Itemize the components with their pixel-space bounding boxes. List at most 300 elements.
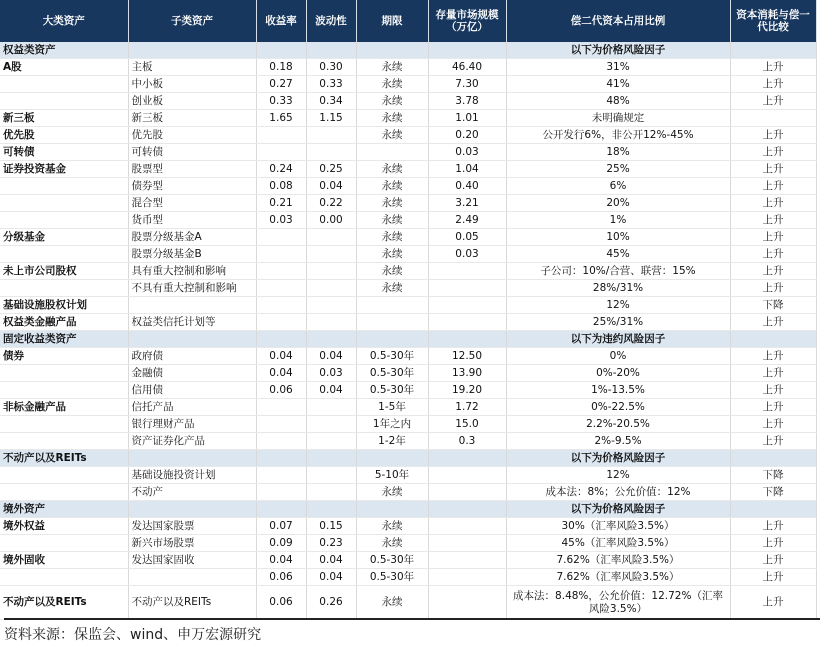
term-cell <box>356 314 428 331</box>
comparison-cell: 上升 <box>730 212 816 229</box>
table-row <box>0 263 816 280</box>
market-size-cell: 2.49 <box>428 212 506 229</box>
sub-asset-cell: 信托产品 <box>128 399 256 416</box>
major-asset-cell: 境外固收 <box>0 552 128 569</box>
term-cell <box>356 331 428 348</box>
volatility-cell <box>306 280 356 297</box>
comparison-cell: 上升 <box>730 263 816 280</box>
volatility-cell <box>306 467 356 484</box>
table-row <box>0 127 816 144</box>
yield-cell <box>256 331 306 348</box>
volatility-cell: 0.33 <box>306 76 356 93</box>
sub-asset-cell <box>128 297 256 314</box>
term-cell <box>356 501 428 518</box>
capital-ratio-cell: 以下为违约风险因子 <box>506 331 730 348</box>
yield-cell <box>256 467 306 484</box>
market-size-cell <box>428 484 506 501</box>
term-cell: 0.5-30年 <box>356 569 428 586</box>
comparison-cell: 上升 <box>730 246 816 263</box>
sub-asset-cell: 债券型 <box>128 178 256 195</box>
sub-asset-cell: 发达国家固收 <box>128 552 256 569</box>
capital-ratio-cell: 成本法：8.48%，公允价值：12.72%（汇率风险3.5%） <box>506 586 730 620</box>
yield-cell: 0.27 <box>256 76 306 93</box>
sub-asset-cell: 基础设施投资计划 <box>128 467 256 484</box>
volatility-cell: 0.23 <box>306 535 356 552</box>
yield-cell <box>256 314 306 331</box>
volatility-cell <box>306 433 356 450</box>
volatility-cell: 0.04 <box>306 348 356 365</box>
header-sub-asset-col: 子类资产 <box>128 0 256 42</box>
table-row <box>0 212 816 229</box>
table-row <box>0 535 816 552</box>
market-size-cell: 0.40 <box>428 178 506 195</box>
yield-cell: 0.08 <box>256 178 306 195</box>
yield-cell: 0.06 <box>256 382 306 399</box>
yield-cell <box>256 399 306 416</box>
capital-ratio-cell: 2.2%-20.5% <box>506 416 730 433</box>
major-asset-cell <box>0 433 128 450</box>
yield-cell <box>256 246 306 263</box>
volatility-cell <box>306 450 356 467</box>
sub-asset-cell: 银行理财产品 <box>128 416 256 433</box>
market-size-cell: 46.40 <box>428 59 506 76</box>
table-row <box>0 586 816 620</box>
header-comparison-col: 资本消耗与偿一代比较 <box>730 0 816 42</box>
capital-ratio-cell: 12% <box>506 297 730 314</box>
comparison-cell: 上升 <box>730 76 816 93</box>
sub-asset-cell <box>128 501 256 518</box>
capital-ratio-cell: 子公司：10%/合营、联营：15% <box>506 263 730 280</box>
market-size-cell <box>428 331 506 348</box>
table-row <box>0 314 816 331</box>
capital-ratio-cell: 31% <box>506 59 730 76</box>
market-size-cell: 7.30 <box>428 76 506 93</box>
comparison-cell: 上升 <box>730 586 816 620</box>
capital-ratio-cell: 20% <box>506 195 730 212</box>
volatility-cell: 0.22 <box>306 195 356 212</box>
sub-asset-cell: 不具有重大控制和影响 <box>128 280 256 297</box>
table-row <box>0 110 816 127</box>
major-asset-cell: 权益类金融产品 <box>0 314 128 331</box>
section-row <box>0 450 816 467</box>
capital-ratio-cell: 1%-13.5% <box>506 382 730 399</box>
volatility-cell <box>306 484 356 501</box>
capital-ratio-cell: 25%/31% <box>506 314 730 331</box>
comparison-cell: 上升 <box>730 348 816 365</box>
header-yield-col: 收益率 <box>256 0 306 42</box>
sub-asset-cell: 股票型 <box>128 161 256 178</box>
volatility-cell <box>306 416 356 433</box>
yield-cell: 0.04 <box>256 365 306 382</box>
major-asset-cell: 不动产以及REITs <box>0 586 128 620</box>
capital-ratio-cell: 7.62%（汇率风险3.5%） <box>506 552 730 569</box>
market-size-cell: 0.03 <box>428 246 506 263</box>
term-cell: 永续 <box>356 246 428 263</box>
yield-cell <box>256 263 306 280</box>
capital-ratio-cell: 10% <box>506 229 730 246</box>
comparison-cell: 上升 <box>730 144 816 161</box>
comparison-cell: 上升 <box>730 569 816 586</box>
yield-cell: 0.04 <box>256 348 306 365</box>
market-size-cell <box>428 450 506 467</box>
comparison-cell <box>730 450 816 467</box>
capital-ratio-cell: 25% <box>506 161 730 178</box>
volatility-cell: 0.30 <box>306 59 356 76</box>
market-size-cell: 15.0 <box>428 416 506 433</box>
major-asset-cell <box>0 365 128 382</box>
comparison-cell <box>730 110 816 127</box>
term-cell: 1年之内 <box>356 416 428 433</box>
major-asset-cell: 境外权益 <box>0 518 128 535</box>
comparison-cell: 上升 <box>730 127 816 144</box>
major-asset-cell: 固定收益类资产 <box>0 331 128 348</box>
sub-asset-cell: 新三板 <box>128 110 256 127</box>
volatility-cell: 0.04 <box>306 552 356 569</box>
table-row <box>0 178 816 195</box>
comparison-cell <box>730 42 816 59</box>
term-cell: 0.5-30年 <box>356 365 428 382</box>
volatility-cell <box>306 144 356 161</box>
term-cell: 1-5年 <box>356 399 428 416</box>
market-size-cell: 0.20 <box>428 127 506 144</box>
capital-ratio-cell: 2%-9.5% <box>506 433 730 450</box>
sub-asset-cell <box>128 569 256 586</box>
table-row <box>0 144 816 161</box>
comparison-cell: 上升 <box>730 552 816 569</box>
major-asset-cell <box>0 195 128 212</box>
comparison-cell: 上升 <box>730 178 816 195</box>
market-size-cell <box>428 280 506 297</box>
term-cell <box>356 450 428 467</box>
market-size-cell <box>428 535 506 552</box>
major-asset-cell: A股 <box>0 59 128 76</box>
capital-ratio-cell: 0%-22.5% <box>506 399 730 416</box>
term-cell: 永续 <box>356 93 428 110</box>
term-cell: 永续 <box>356 263 428 280</box>
volatility-cell <box>306 42 356 59</box>
capital-ratio-cell: 41% <box>506 76 730 93</box>
table-row <box>0 229 816 246</box>
table-row <box>0 518 816 535</box>
major-asset-cell <box>0 246 128 263</box>
sub-asset-cell: 发达国家股票 <box>128 518 256 535</box>
comparison-cell: 上升 <box>730 229 816 246</box>
table-row <box>0 484 816 501</box>
market-size-cell: 0.05 <box>428 229 506 246</box>
market-size-cell: 1.72 <box>428 399 506 416</box>
comparison-cell: 上升 <box>730 365 816 382</box>
header-volatility-col: 波动性 <box>306 0 356 42</box>
table-row <box>0 399 816 416</box>
capital-ratio-cell: 0%-20% <box>506 365 730 382</box>
major-asset-cell: 不动产以及REITs <box>0 450 128 467</box>
sub-asset-cell: 信用债 <box>128 382 256 399</box>
volatility-cell: 0.03 <box>306 365 356 382</box>
comparison-cell: 上升 <box>730 161 816 178</box>
yield-cell: 0.03 <box>256 212 306 229</box>
yield-cell <box>256 484 306 501</box>
sub-asset-cell: 权益类信托计划等 <box>128 314 256 331</box>
major-asset-cell <box>0 76 128 93</box>
yield-cell <box>256 42 306 59</box>
market-size-cell: 0.03 <box>428 144 506 161</box>
volatility-cell: 0.34 <box>306 93 356 110</box>
comparison-cell: 上升 <box>730 280 816 297</box>
volatility-cell: 1.15 <box>306 110 356 127</box>
header-capital-ratio-col: 偿二代资本占用比例 <box>506 0 730 42</box>
comparison-cell: 下降 <box>730 297 816 314</box>
market-size-cell: 3.78 <box>428 93 506 110</box>
table-row <box>0 297 816 314</box>
comparison-cell: 下降 <box>730 467 816 484</box>
volatility-cell: 0.04 <box>306 569 356 586</box>
table-row <box>0 382 816 399</box>
comparison-cell: 上升 <box>730 399 816 416</box>
sub-asset-cell: 创业板 <box>128 93 256 110</box>
comparison-cell <box>730 501 816 518</box>
comparison-cell: 下降 <box>730 484 816 501</box>
market-size-cell: 0.3 <box>428 433 506 450</box>
table-body <box>0 42 816 620</box>
table-row <box>0 161 816 178</box>
yield-cell: 0.24 <box>256 161 306 178</box>
header-major-asset-col: 大类资产 <box>0 0 128 42</box>
capital-ratio-cell: 成本法：8%；公允价值：12% <box>506 484 730 501</box>
term-cell: 永续 <box>356 195 428 212</box>
volatility-cell <box>306 127 356 144</box>
capital-ratio-cell: 以下为价格风险因子 <box>506 501 730 518</box>
comparison-cell: 上升 <box>730 535 816 552</box>
yield-cell: 0.06 <box>256 569 306 586</box>
major-asset-cell <box>0 93 128 110</box>
section-row <box>0 501 816 518</box>
market-size-cell <box>428 263 506 280</box>
yield-cell: 0.04 <box>256 552 306 569</box>
sub-asset-cell: 资产证券化产品 <box>128 433 256 450</box>
volatility-cell: 0.04 <box>306 382 356 399</box>
major-asset-cell: 权益类资产 <box>0 42 128 59</box>
yield-cell <box>256 229 306 246</box>
table-row <box>0 76 816 93</box>
capital-ratio-cell: 30%（汇率风险3.5%） <box>506 518 730 535</box>
table-row <box>0 246 816 263</box>
market-size-cell <box>428 569 506 586</box>
yield-cell <box>256 501 306 518</box>
yield-cell <box>256 144 306 161</box>
sub-asset-cell <box>128 331 256 348</box>
capital-ratio-cell: 公开发行6%，非公开12%-45% <box>506 127 730 144</box>
term-cell: 永续 <box>356 229 428 246</box>
comparison-cell: 上升 <box>730 195 816 212</box>
header-term-col: 期限 <box>356 0 428 42</box>
volatility-cell <box>306 297 356 314</box>
sub-asset-cell: 政府债 <box>128 348 256 365</box>
term-cell: 1-2年 <box>356 433 428 450</box>
volatility-cell <box>306 399 356 416</box>
sub-asset-cell: 货币型 <box>128 212 256 229</box>
major-asset-cell: 债券 <box>0 348 128 365</box>
major-asset-cell <box>0 467 128 484</box>
table-row <box>0 569 816 586</box>
market-size-cell <box>428 501 506 518</box>
market-size-cell <box>428 314 506 331</box>
table-row <box>0 467 816 484</box>
yield-cell <box>256 127 306 144</box>
term-cell: 5-10年 <box>356 467 428 484</box>
major-asset-cell: 非标金融产品 <box>0 399 128 416</box>
sub-asset-cell: 主板 <box>128 59 256 76</box>
major-asset-cell: 分级基金 <box>0 229 128 246</box>
capital-ratio-cell: 45% <box>506 246 730 263</box>
capital-ratio-cell: 12% <box>506 467 730 484</box>
sub-asset-cell: 金融债 <box>128 365 256 382</box>
term-cell: 0.5-30年 <box>356 348 428 365</box>
term-cell <box>356 42 428 59</box>
market-size-cell <box>428 297 506 314</box>
yield-cell: 0.21 <box>256 195 306 212</box>
term-cell: 永续 <box>356 110 428 127</box>
major-asset-cell: 新三板 <box>0 110 128 127</box>
sub-asset-cell <box>128 42 256 59</box>
term-cell: 永续 <box>356 586 428 620</box>
major-asset-cell: 可转债 <box>0 144 128 161</box>
comparison-cell: 上升 <box>730 59 816 76</box>
term-cell: 0.5-30年 <box>356 382 428 399</box>
table-row <box>0 348 816 365</box>
comparison-cell: 上升 <box>730 416 816 433</box>
market-size-cell: 13.90 <box>428 365 506 382</box>
yield-cell: 0.33 <box>256 93 306 110</box>
table-row <box>0 433 816 450</box>
market-size-cell <box>428 586 506 620</box>
yield-cell: 0.18 <box>256 59 306 76</box>
sub-asset-cell: 优先股 <box>128 127 256 144</box>
yield-cell <box>256 416 306 433</box>
table-row <box>0 552 816 569</box>
sub-asset-cell: 可转债 <box>128 144 256 161</box>
term-cell: 永续 <box>356 127 428 144</box>
term-cell: 永续 <box>356 178 428 195</box>
yield-cell: 0.07 <box>256 518 306 535</box>
sub-asset-cell: 不动产以及REITs <box>128 586 256 620</box>
major-asset-cell <box>0 535 128 552</box>
volatility-cell: 0.26 <box>306 586 356 620</box>
capital-ratio-cell: 未明确规定 <box>506 110 730 127</box>
market-size-cell: 1.01 <box>428 110 506 127</box>
volatility-cell <box>306 229 356 246</box>
term-cell: 永续 <box>356 59 428 76</box>
major-asset-cell <box>0 280 128 297</box>
volatility-cell <box>306 501 356 518</box>
capital-ratio-cell: 6% <box>506 178 730 195</box>
volatility-cell <box>306 263 356 280</box>
yield-cell: 0.09 <box>256 535 306 552</box>
yield-cell <box>256 297 306 314</box>
major-asset-cell <box>0 484 128 501</box>
yield-cell: 1.65 <box>256 110 306 127</box>
term-cell: 永续 <box>356 161 428 178</box>
market-size-cell <box>428 42 506 59</box>
table-row <box>0 280 816 297</box>
major-asset-cell: 基础设施股权计划 <box>0 297 128 314</box>
sub-asset-cell: 不动产 <box>128 484 256 501</box>
capital-ratio-cell: 28%/31% <box>506 280 730 297</box>
section-row <box>0 331 816 348</box>
volatility-cell: 0.00 <box>306 212 356 229</box>
term-cell: 0.5-30年 <box>356 552 428 569</box>
major-asset-cell <box>0 416 128 433</box>
volatility-cell <box>306 246 356 263</box>
major-asset-cell <box>0 178 128 195</box>
capital-ratio-cell: 18% <box>506 144 730 161</box>
sub-asset-cell: 中小板 <box>128 76 256 93</box>
yield-cell: 0.06 <box>256 586 306 620</box>
comparison-cell: 上升 <box>730 382 816 399</box>
term-cell: 永续 <box>356 76 428 93</box>
term-cell: 永续 <box>356 280 428 297</box>
table-row <box>0 93 816 110</box>
comparison-cell: 上升 <box>730 314 816 331</box>
capital-ratio-cell: 45%（汇率风险3.5%） <box>506 535 730 552</box>
sub-asset-cell: 混合型 <box>128 195 256 212</box>
market-size-cell <box>428 518 506 535</box>
market-size-cell: 12.50 <box>428 348 506 365</box>
sub-asset-cell: 股票分级基金B <box>128 246 256 263</box>
capital-ratio-cell: 以下为价格风险因子 <box>506 42 730 59</box>
yield-cell <box>256 280 306 297</box>
sub-asset-cell: 具有重大控制和影响 <box>128 263 256 280</box>
table-row <box>0 59 816 76</box>
sub-asset-cell: 新兴市场股票 <box>128 535 256 552</box>
volatility-cell <box>306 314 356 331</box>
term-cell: 永续 <box>356 518 428 535</box>
major-asset-cell: 优先股 <box>0 127 128 144</box>
major-asset-cell <box>0 569 128 586</box>
capital-ratio-cell: 1% <box>506 212 730 229</box>
volatility-cell: 0.04 <box>306 178 356 195</box>
volatility-cell: 0.25 <box>306 161 356 178</box>
comparison-cell: 上升 <box>730 433 816 450</box>
term-cell: 永续 <box>356 484 428 501</box>
header-market-size-col: 存量市场规模（万亿） <box>428 0 506 42</box>
term-cell <box>356 297 428 314</box>
volatility-cell: 0.15 <box>306 518 356 535</box>
market-size-cell <box>428 467 506 484</box>
source-note: 资料来源：保监会、wind、申万宏源研究 <box>4 618 820 644</box>
capital-ratio-cell: 以下为价格风险因子 <box>506 450 730 467</box>
major-asset-cell: 证券投资基金 <box>0 161 128 178</box>
term-cell: 永续 <box>356 535 428 552</box>
yield-cell <box>256 450 306 467</box>
section-row <box>0 42 816 59</box>
table-header <box>0 0 816 42</box>
term-cell: 永续 <box>356 212 428 229</box>
market-size-cell: 1.04 <box>428 161 506 178</box>
market-size-cell: 3.21 <box>428 195 506 212</box>
capital-ratio-cell: 48% <box>506 93 730 110</box>
market-size-cell: 19.20 <box>428 382 506 399</box>
term-cell <box>356 144 428 161</box>
yield-cell <box>256 433 306 450</box>
sub-asset-cell: 股票分级基金A <box>128 229 256 246</box>
capital-ratio-cell: 0% <box>506 348 730 365</box>
table-row <box>0 195 816 212</box>
table-row <box>0 365 816 382</box>
comparison-cell: 上升 <box>730 518 816 535</box>
major-asset-cell <box>0 382 128 399</box>
major-asset-cell <box>0 212 128 229</box>
comparison-cell: 上升 <box>730 93 816 110</box>
